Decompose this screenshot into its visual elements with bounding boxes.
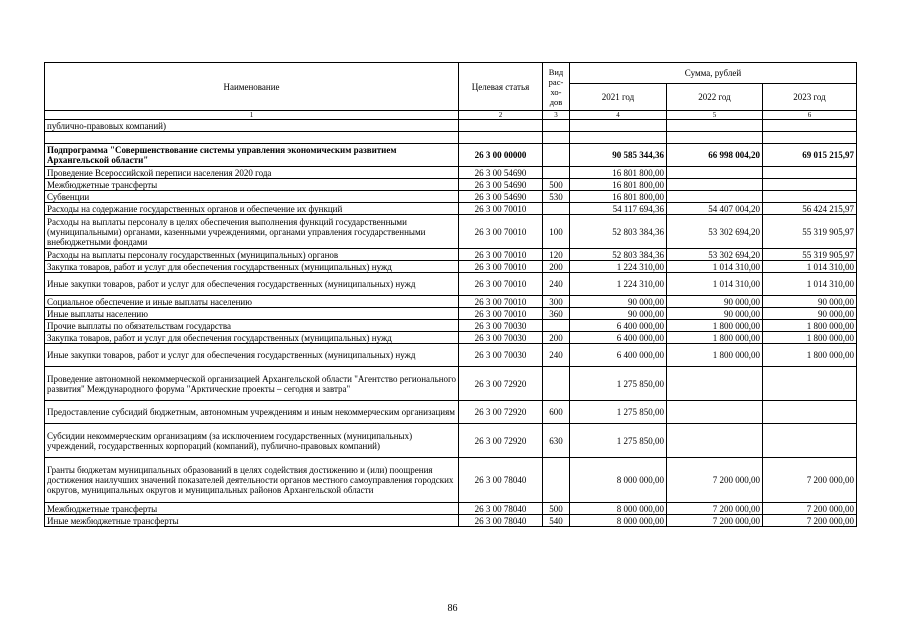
row-2022 [667,424,763,458]
table-row [45,332,857,344]
row-name: Иные выплаты населению [45,308,459,320]
col-number-2: 2 [459,111,543,120]
table-row [45,344,857,367]
row-2022 [667,191,763,203]
row-kind [543,367,570,401]
row-2021 [570,132,667,144]
row-name: Проведение автономной некоммерческой организацией Архангельской области "Агентство регионального развития" Международного форума "Арктические проекты – сегодня и завтра" [45,367,459,401]
row-code: 26 3 00 70010 [459,273,543,296]
row-kind [543,320,570,332]
row-name: Закупка товаров, работ и услуг для обеспечения государственных (муниципальных) нужд [45,261,459,273]
table-row [45,249,857,261]
row-2023: 1 800 000,00 [763,320,857,332]
col-number-1: 1 [45,111,459,120]
table-row [45,120,857,132]
row-code: 26 3 00 54690 [459,179,543,191]
row-code: 26 3 00 70010 [459,249,543,261]
row-code: 26 3 00 70030 [459,332,543,344]
table-row [45,261,857,273]
row-2023: 1 014 310,00 [763,261,857,273]
row-2023: 55 319 905,97 [763,249,857,261]
table-row [45,296,857,308]
row-2022: 7 200 000,00 [667,458,763,503]
row-2021: 6 400 000,00 [570,320,667,332]
row-kind: 240 [543,273,570,296]
row-code: 26 3 00 70030 [459,320,543,332]
row-kind: 200 [543,261,570,273]
row-2021: 1 275 850,00 [570,401,667,424]
row-2022: 7 200 000,00 [667,515,763,527]
row-code [459,132,543,144]
table-row [45,132,857,144]
row-2022: 1 800 000,00 [667,320,763,332]
row-code: 26 3 00 70030 [459,344,543,367]
col-number-4: 4 [570,111,667,120]
row-2021: 52 803 384,36 [570,249,667,261]
row-2021: 16 801 800,00 [570,179,667,191]
row-kind [543,144,570,167]
table-row [45,503,857,515]
row-2023 [763,424,857,458]
row-code: 26 3 00 78040 [459,503,543,515]
row-2022 [667,132,763,144]
row-2022: 1 014 310,00 [667,261,763,273]
row-2021: 16 801 800,00 [570,167,667,179]
col-number-3: 3 [543,111,570,120]
row-name [45,132,459,144]
table-row [45,167,857,179]
row-2022: 90 000,00 [667,308,763,320]
header-2022: 2022 год [667,84,763,111]
row-name: Субсидии некоммерческим организациям (за исключением государственных (муниципальных) учреждений, государственных корпораций (компаний), публично-правовых компаний) [45,424,459,458]
row-2022: 1 014 310,00 [667,273,763,296]
row-2022 [667,120,763,132]
table-row [45,515,857,527]
row-kind: 120 [543,249,570,261]
row-2023: 7 200 000,00 [763,458,857,503]
table-row [45,320,857,332]
table-row [45,401,857,424]
table-row [45,203,857,215]
row-2021: 1 275 850,00 [570,367,667,401]
row-2022 [667,167,763,179]
row-name: Предоставление субсидий бюджетным, автономным учреждениям и иным некоммерческим организациям [45,401,459,424]
row-2022: 53 302 694,20 [667,249,763,261]
row-2022 [667,401,763,424]
row-code [459,120,543,132]
row-name: Расходы на выплаты персоналу государственных (муниципальных) органов [45,249,459,261]
row-2022 [667,179,763,191]
row-2021: 90 000,00 [570,308,667,320]
row-2023 [763,401,857,424]
row-code: 26 3 00 70010 [459,203,543,215]
row-kind: 500 [543,179,570,191]
row-kind: 600 [543,401,570,424]
row-2023: 90 000,00 [763,308,857,320]
row-name: Закупка товаров, работ и услуг для обеспечения государственных (муниципальных) нужд [45,332,459,344]
header-kind: Вид рас-хо-дов [543,63,570,111]
row-2023 [763,191,857,203]
row-2021: 90 000,00 [570,296,667,308]
row-2021: 8 000 000,00 [570,503,667,515]
row-2023: 55 319 905,97 [763,215,857,249]
row-2022: 66 998 004,20 [667,144,763,167]
row-2021: 6 400 000,00 [570,332,667,344]
header-target: Целевая статья [459,63,543,111]
header-2021: 2021 год [570,84,667,111]
table-row [45,458,857,503]
row-2023: 7 200 000,00 [763,503,857,515]
row-2023 [763,120,857,132]
row-name: Межбюджетные трансферты [45,503,459,515]
row-name: Межбюджетные трансферты [45,179,459,191]
row-2022: 1 800 000,00 [667,344,763,367]
row-kind: 530 [543,191,570,203]
row-kind: 540 [543,515,570,527]
row-code: 26 3 00 54690 [459,191,543,203]
row-name: Субвенции [45,191,459,203]
row-2021: 90 585 344,36 [570,144,667,167]
header-2023: 2023 год [763,84,857,111]
row-name: Расходы на содержание государственных органов и обеспечение их функций [45,203,459,215]
table-row [45,215,857,249]
row-code: 26 3 00 54690 [459,167,543,179]
row-2021: 52 803 384,36 [570,215,667,249]
row-2021: 6 400 000,00 [570,344,667,367]
row-2022: 53 302 694,20 [667,215,763,249]
row-2023: 56 424 215,97 [763,203,857,215]
row-code: 26 3 00 72920 [459,367,543,401]
row-kind: 500 [543,503,570,515]
row-kind [543,132,570,144]
table-row [45,424,857,458]
row-2021: 8 000 000,00 [570,458,667,503]
row-2021: 1 224 310,00 [570,273,667,296]
row-2023: 69 015 215,97 [763,144,857,167]
row-2023 [763,132,857,144]
row-name: Иные закупки товаров, работ и услуг для обеспечения государственных (муниципальных) нужд [45,344,459,367]
row-2023 [763,367,857,401]
row-2023: 90 000,00 [763,296,857,308]
row-2021: 54 117 694,36 [570,203,667,215]
row-2021 [570,120,667,132]
row-2021: 8 000 000,00 [570,515,667,527]
row-name: Подпрограмма "Совершенствование системы управления экономическим развитием Архангельской области" [45,144,459,167]
row-2022: 90 000,00 [667,296,763,308]
row-code: 26 3 00 70010 [459,296,543,308]
row-name: публично-правовых компаний) [45,120,459,132]
col-number-6: 6 [763,111,857,120]
row-name: Расходы на выплаты персоналу в целях обеспечения выполнения функций государственными (муниципальными) органами, казенными учреждениями, органами управления государственными внебюджетными фондами [45,215,459,249]
row-name: Проведение Всероссийской переписи населения 2020 года [45,167,459,179]
row-2022: 54 407 004,20 [667,203,763,215]
row-name: Прочие выплаты по обязательствам государства [45,320,459,332]
row-2023 [763,179,857,191]
row-kind: 200 [543,332,570,344]
row-2021: 1 224 310,00 [570,261,667,273]
row-2022: 7 200 000,00 [667,503,763,515]
budget-table [44,62,857,527]
row-name: Гранты бюджетам муниципальных образований в целях содействия достижению и (или) поощрения достижения наилучших значений показателей деятельности органов местного самоуправления городских округов, муниципальных округов и муниципальных районов Архангельской области [45,458,459,503]
row-code: 26 3 00 70010 [459,215,543,249]
row-code: 26 3 00 70010 [459,308,543,320]
row-code: 26 3 00 72920 [459,401,543,424]
table-row [45,367,857,401]
row-code: 26 3 00 00000 [459,144,543,167]
row-2021: 16 801 800,00 [570,191,667,203]
row-2023 [763,167,857,179]
table-row [45,191,857,203]
row-kind [543,203,570,215]
row-name: Социальное обеспечение и иные выплаты населению [45,296,459,308]
row-name: Иные закупки товаров, работ и услуг для обеспечения государственных (муниципальных) нужд [45,273,459,296]
row-kind [543,167,570,179]
header-sum: Сумма, рублей [570,63,857,84]
row-name: Иные межбюджетные трансферты [45,515,459,527]
table-row [45,179,857,191]
row-2023: 1 800 000,00 [763,332,857,344]
row-2023: 1 800 000,00 [763,344,857,367]
row-kind: 240 [543,344,570,367]
row-kind [543,120,570,132]
table-row [45,273,857,296]
table-row [45,308,857,320]
row-2023: 1 014 310,00 [763,273,857,296]
row-kind [543,458,570,503]
row-code: 26 3 00 78040 [459,515,543,527]
page-number: 86 [447,603,458,614]
row-2021: 1 275 850,00 [570,424,667,458]
row-kind: 100 [543,215,570,249]
col-number-5: 5 [667,111,763,120]
row-kind: 630 [543,424,570,458]
row-code: 26 3 00 78040 [459,458,543,503]
header-name: Наименование [45,63,459,111]
row-2022: 1 800 000,00 [667,332,763,344]
row-2022 [667,367,763,401]
row-kind: 300 [543,296,570,308]
row-code: 26 3 00 70010 [459,261,543,273]
row-kind: 360 [543,308,570,320]
row-2023: 7 200 000,00 [763,515,857,527]
table-row [45,144,857,167]
row-code: 26 3 00 72920 [459,424,543,458]
